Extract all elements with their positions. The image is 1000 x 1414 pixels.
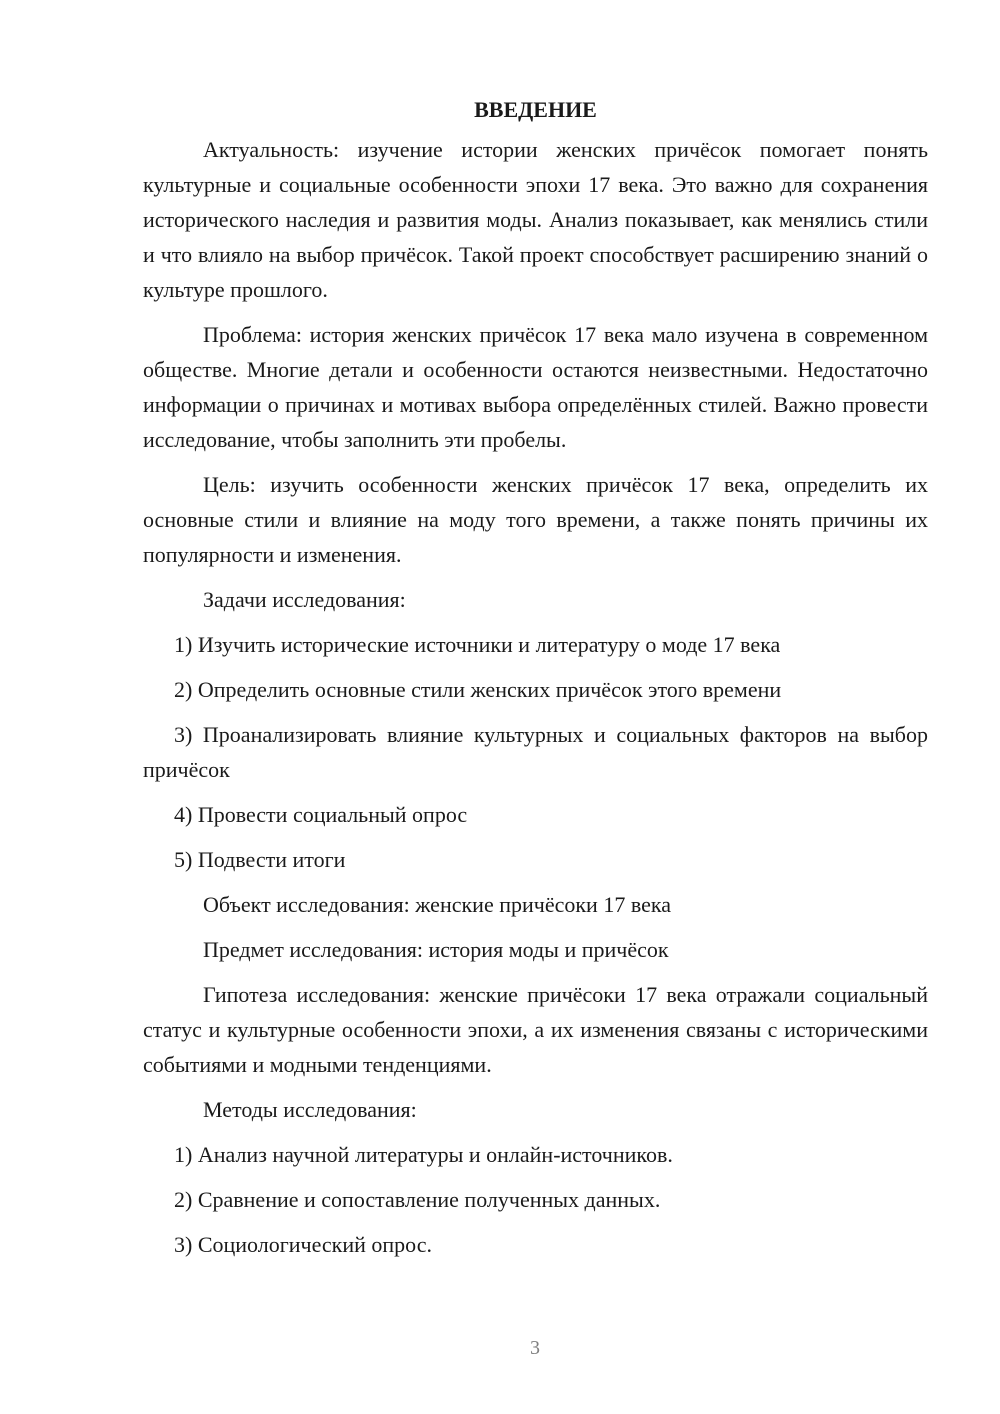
goal-paragraph: Цель: изучить особенности женских причёсок 17 века, определить их основные стили и влияние на моду того времени, а также понять причины их популярности и изменения. — [143, 472, 928, 567]
page-number: 3 — [530, 1337, 540, 1359]
tasks-heading: Задачи исследования: — [203, 587, 406, 612]
section-title: ВВЕДЕНИЕ — [474, 97, 597, 122]
hypothesis-paragraph: Гипотеза исследования: женские причёсоки 17 века отражали социальный статус и культурные особенности эпохи, а их изменения связаны с историческими событиями и модными тенденциями. — [143, 982, 928, 1077]
method-item: 3) Социологический опрос. — [174, 1232, 432, 1257]
task-item: 2) Определить основные стили женских причёсок этого времени — [174, 677, 782, 702]
research-subject: Предмет исследования: история моды и причёсок — [203, 937, 669, 962]
task-item: 1) Изучить исторические источники и литературу о моде 17 века — [174, 632, 781, 657]
task-item: 3) Проанализировать влияние культурных и социальных факторов на выбор причёсок — [143, 722, 928, 782]
methods-heading: Методы исследования: — [203, 1097, 417, 1122]
method-item: 2) Сравнение и сопоставление полученных данных. — [174, 1187, 661, 1212]
page-content — [143, 95, 928, 1272]
task-item: 4) Провести социальный опрос — [174, 802, 468, 827]
task-item: 5) Подвести итоги — [174, 847, 346, 872]
relevance-paragraph: Актуальность: изучение истории женских причёсок помогает понять культурные и социальные особенности эпохи 17 века. Это важно для сохранения исторического наследия и развития моды. Анализ показывает, как менялись стили и что влияло на выбор причёсок. Такой проект способствует расширению знаний о культуре прошлого. — [143, 137, 928, 302]
problem-paragraph: Проблема: история женских причёсок 17 века мало изучена в современном обществе. Многие детали и особенности остаются неизвестными. Недостаточно информации о причинах и мотивах выбора определённых стилей. Важно провести исследование, чтобы заполнить эти пробелы. — [143, 322, 928, 452]
method-item: 1) Анализ научной литературы и онлайн-источников. — [174, 1142, 673, 1167]
research-object: Объект исследования: женские причёсоки 17 века — [203, 892, 671, 917]
